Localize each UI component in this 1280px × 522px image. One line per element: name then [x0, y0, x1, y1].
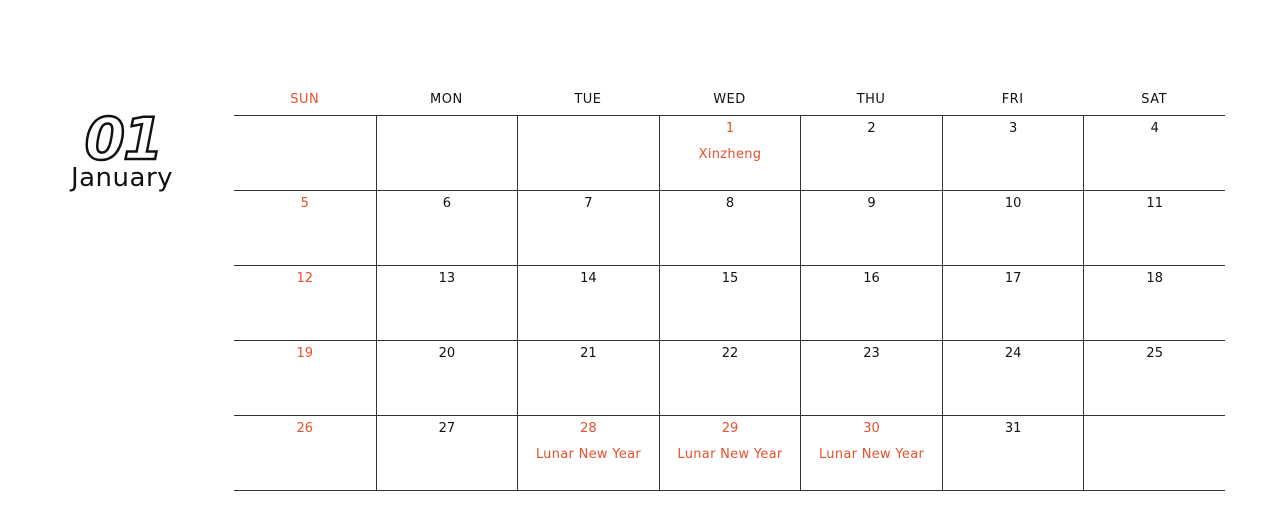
day-number: 2 [867, 121, 876, 136]
day-number: 16 [863, 271, 880, 286]
week-row [234, 116, 1225, 191]
day-cell-sun[interactable] [234, 341, 376, 415]
day-number: 5 [300, 196, 309, 211]
day-event-label: Lunar New Year [535, 447, 641, 462]
day-cell-fri[interactable] [942, 266, 1084, 340]
weekday-thu: THU [856, 92, 886, 107]
day-cell-fri[interactable] [942, 341, 1084, 415]
day-cell-mon [376, 116, 518, 190]
week-row [234, 341, 1225, 416]
week-row [234, 191, 1225, 266]
month-label [62, 105, 182, 193]
day-number: 21 [580, 346, 597, 361]
day-number: 11 [1146, 196, 1163, 211]
day-cell-sat[interactable] [1083, 116, 1225, 190]
day-number: 28 [580, 421, 597, 436]
calendar-grid [234, 85, 1225, 491]
day-number: 27 [438, 421, 456, 436]
day-cell-tue [517, 116, 659, 190]
day-number: 6 [442, 196, 451, 211]
day-cell-mon[interactable] [376, 416, 518, 490]
day-number: 1 [725, 121, 735, 136]
day-event-label: Lunar New Year [818, 447, 925, 462]
day-cell-tue[interactable] [517, 191, 659, 265]
day-cell-fri[interactable] [942, 416, 1084, 490]
weekday-sat: SAT [1141, 92, 1168, 107]
day-number: 31 [1004, 421, 1022, 436]
day-number: 20 [438, 346, 456, 361]
day-number: 29 [721, 421, 739, 436]
day-number: 10 [1004, 196, 1022, 211]
day-number: 19 [296, 346, 314, 361]
day-number: 30 [863, 421, 880, 436]
day-cell-thu[interactable] [800, 116, 942, 190]
day-cell-mon[interactable] [376, 191, 518, 265]
day-number: 26 [296, 421, 314, 436]
day-cell-thu[interactable] [800, 191, 942, 265]
day-cell-wed[interactable] [659, 191, 801, 265]
day-cell-sun[interactable] [234, 191, 376, 265]
day-number: 9 [867, 196, 876, 211]
day-number: 3 [1008, 121, 1018, 136]
day-number: 8 [725, 196, 735, 211]
week-row [234, 266, 1225, 341]
day-number: 4 [1150, 121, 1159, 136]
day-number: 7 [584, 196, 593, 211]
day-cell-fri[interactable] [942, 191, 1084, 265]
day-cell-wed[interactable] [659, 116, 801, 190]
day-cell-sat[interactable] [1083, 266, 1225, 340]
weekday-mon: MON [430, 92, 463, 107]
day-cell-wed[interactable] [659, 341, 801, 415]
day-number: 25 [1146, 346, 1163, 361]
day-number: 18 [1146, 271, 1163, 286]
month-name: January [70, 163, 174, 193]
day-number: 23 [863, 346, 880, 361]
day-cell-sat[interactable] [1083, 191, 1225, 265]
day-cell-sat[interactable] [1083, 341, 1225, 415]
day-cell-sun[interactable] [234, 416, 376, 490]
weekday-header [234, 85, 1225, 116]
day-cell-wed[interactable] [659, 266, 801, 340]
day-number: 13 [438, 271, 456, 286]
day-cell-tue[interactable] [517, 266, 659, 340]
day-event-label: Lunar New Year [677, 447, 783, 462]
day-cell-mon[interactable] [376, 266, 518, 340]
day-number: 22 [721, 346, 739, 361]
day-cell-tue[interactable] [517, 416, 659, 490]
weekday-sun: SUN [290, 92, 320, 107]
week-row [234, 416, 1225, 491]
month-number: 01 [84, 105, 162, 173]
day-cell-sat [1083, 416, 1225, 490]
day-cell-fri[interactable] [942, 116, 1084, 190]
weekday-wed: WED [713, 92, 746, 107]
day-cell-thu[interactable] [800, 341, 942, 415]
day-cell-sun[interactable] [234, 266, 376, 340]
day-number: 12 [296, 271, 314, 286]
day-cell-thu[interactable] [800, 416, 942, 490]
day-cell-tue[interactable] [517, 341, 659, 415]
day-number: 15 [721, 271, 739, 286]
day-number: 24 [1004, 346, 1022, 361]
day-cell-thu[interactable] [800, 266, 942, 340]
day-event-label: Xinzheng [698, 147, 762, 162]
day-cell-mon[interactable] [376, 341, 518, 415]
day-cell-sun [234, 116, 376, 190]
weekday-fri: FRI [1001, 92, 1024, 107]
weeks-container [234, 116, 1225, 491]
day-number: 14 [580, 271, 597, 286]
day-cell-wed[interactable] [659, 416, 801, 490]
day-number: 17 [1004, 271, 1022, 286]
weekday-tue: TUE [574, 92, 602, 107]
